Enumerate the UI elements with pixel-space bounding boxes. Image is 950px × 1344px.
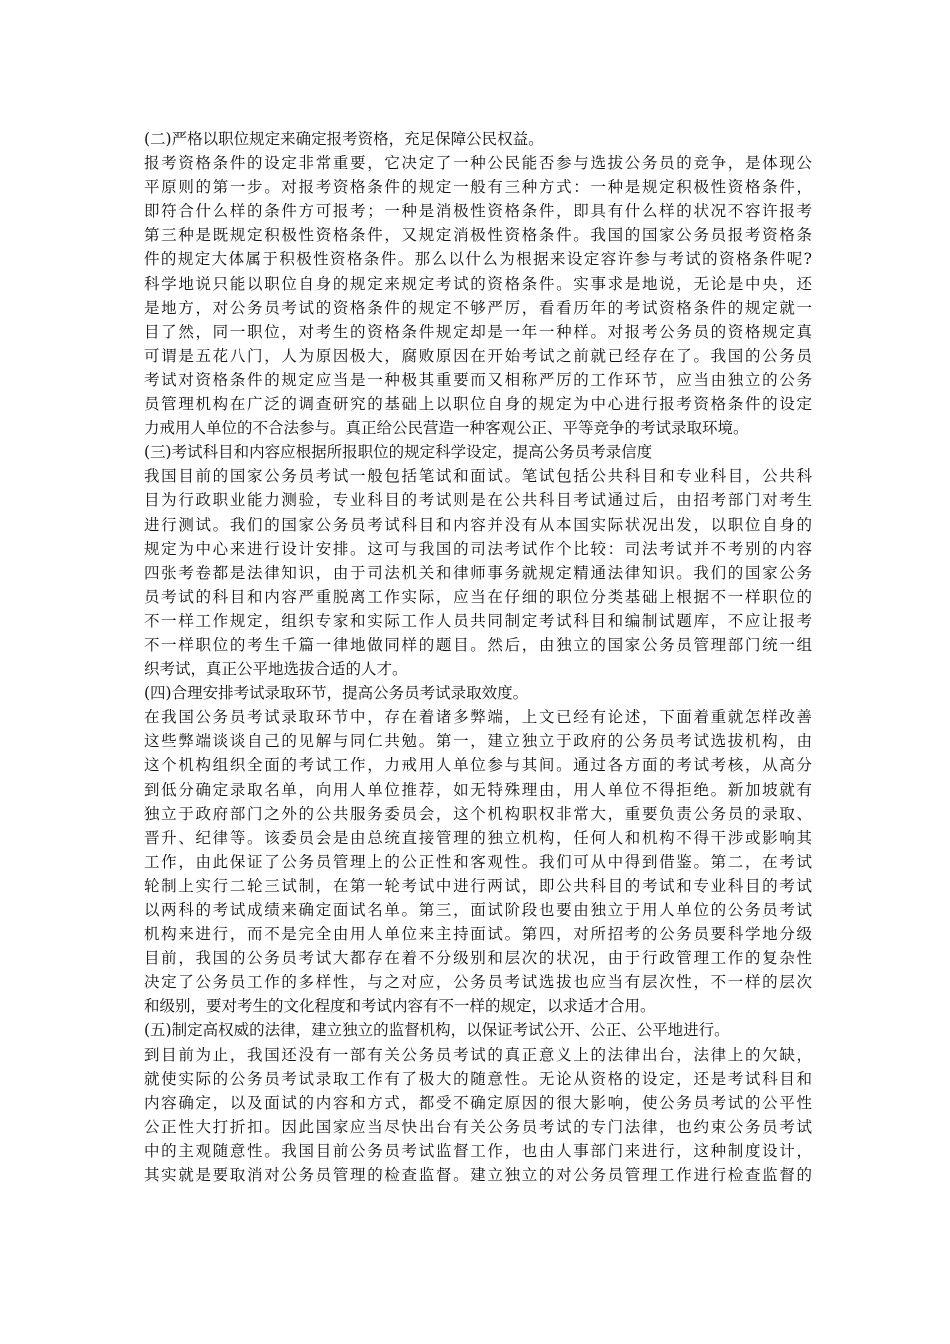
text-line: 机构来进行，而不是完全由用人单位来主持面试。第四，对所招考的公务员要科学地分级 (144, 925, 812, 944)
text-line: 第三种是既规定积极性资格条件，又规定消极性资格条件。我国的国家公务员报考资格条 (144, 226, 812, 245)
text-line: 决定了公务员工作的多样性，与之对应，公务员考试选拔也应当有层次性，不一样的层次 (144, 973, 812, 992)
text-line: 到目前为止，我国还没有一部有关公务员考试的真正意义上的法律出台，法律上的欠缺， (144, 1045, 812, 1064)
text-line: 规定为中心来进行设计安排。这可与我国的司法考试作个比较：司法考试并不考别的内容 (144, 539, 812, 558)
text-line: 不一样职位的考生千篇一律地做同样的题目。然后，由独立的国家公务员管理部门统一组 (144, 635, 812, 654)
text-line: 和级别，要对考生的文化程度和考试内容有不一样的规定，以求适才合用。 (144, 997, 656, 1016)
text-line: 件的规定大体属于积极性资格条件。那么以什么为根据来设定容许参与考试的资格条件呢? (144, 250, 812, 269)
text-line: 其实就是要取消对公务员管理的检查监督。建立独立的对公务员管理工作进行检查监督的 (144, 1166, 812, 1185)
text-line: 中的主观随意性。我国目前公务员考试监督工作，也由人事部门来进行，这种制度设计， (144, 1141, 812, 1160)
text-line: 目为行政职业能力测验，专业科目的考试则是在公共科目考试通过后，由招考部门对考生 (144, 491, 812, 510)
text-line: 四张考卷都是法律知识，由于司法机关和律师事务就规定精通法律知识。我们的国家公务 (144, 563, 812, 582)
text-line: 员管理机构在广泛的调查研究的基础上以职位自身的规定为中心进行报考资格条件的设定 (144, 395, 812, 414)
text-line: 可谓是五花八门，人为原因极大，腐败原因在开始考试之前就已经存在了。我国的公务员 (144, 346, 812, 365)
text-line: 目了然，同一职位，对考生的资格条件规定却是一年一种样。对报考公务员的资格规定真 (144, 322, 812, 341)
text-line: 就使实际的公务员考试录取工作有了极大的随意性。无论从资格的设定，还是考试科目和 (144, 1069, 812, 1088)
text-line: 是地方，对公务员考试的资格条件的规定不够严厉，看看历年的考试资格条件的规定就一 (144, 298, 812, 317)
text-line: 晋升、纪律等。该委员会是由总统直接管理的独立机构，任何人和机构不得干涉或影响其 (144, 828, 812, 847)
section-heading-3: (三)考试科目和内容应根据所报职位的规定科学设定，提高公务员考录信度 (144, 443, 653, 462)
text-line: 到低分确定录取名单，向用人单位推荐，如无特殊理由，用人单位不得拒绝。新加坡就有 (144, 780, 812, 799)
text-line: 科学地说只能以职位自身的规定来规定考试的资格条件。实事求是地说，无论是中央，还 (144, 274, 812, 293)
text-line: 力戒用人单位的不合法参与。真正给公民营造一种客观公正、平等竞争的考试录取环境。 (144, 419, 749, 438)
text-line: 报考资格条件的设定非常重要，它决定了一种公民能否参与选拔公务员的竞争，是体现公 (144, 154, 812, 173)
text-line: 不一样工作规定，组织专家和实际工作人员共同制定考试科目和编制试题库，不应让报考 (144, 611, 812, 630)
section-heading-4: (四)合理安排考试录取环节，提高公务员考试录取效度。 (144, 684, 529, 703)
text-line: 在我国公务员考试录取环节中，存在着诸多弊端，上文已经有论述，下面着重就怎样改善 (144, 708, 812, 727)
text-line: 员考试的科目和内容严重脱离工作实际，应当在仔细的职位分类基础上根据不一样职位的 (144, 587, 812, 606)
text-line: 这些弊端谈谈自己的见解与同仁共勉。第一，建立独立于政府的公务员考试选拔机构，由 (144, 732, 812, 751)
text-line: 即符合什么样的条件方可报考；一种是消极性资格条件，即具有什么样的状况不容许报考 (144, 202, 812, 221)
document-body (144, 127, 812, 1187)
text-line: 织考试，真正公平地选拔合适的人才。 (144, 660, 408, 679)
text-line: 以两科的考试成绩来确定面试名单。第三，面试阶段也要由独立于用人单位的公务员考试 (144, 901, 812, 919)
text-line: 公正性大打折扣。因此国家应当尽快出台有关公务员考试的专门法律，也约束公务员考试 (144, 1117, 812, 1136)
section-heading-5: (五)制定高权威的法律，建立独立的监督机构，以保证考试公开、公正、公平地进行。 (144, 1021, 730, 1040)
text-line: 轮制上实行二轮三试制，在第一轮考试中进行两试，即公共科目的考试和专业科目的考试 (144, 876, 812, 895)
text-line: 这个机构组织全面的考试工作，力戒用人单位参与其间。通过各方面的考试考核，从高分 (144, 756, 812, 775)
text-line: 我国目前的国家公务员考试一般包括笔试和面试。笔试包括公共科目和专业科目，公共科 (144, 467, 812, 486)
text-line: 进行测试。我们的国家公务员考试科目和内容并没有从本国实际状况出发，以职位自身的 (144, 515, 812, 534)
text-line: 考试对资格条件的规定应当是一种极其重要而又相称严厉的工作环节，应当由独立的公务 (144, 370, 812, 389)
text-line: 内容确定，以及面试的内容和方式，都受不确定原因的很大影响，使公务员考试的公平性 (144, 1093, 812, 1112)
text-line: 平原则的第一步。对报考资格条件的规定一般有三种方式：一种是规定积极性资格条件， (144, 178, 812, 197)
text-line: 目前，我国的公务员考试大都存在着不分级别和层次的状况，由于行政管理工作的复杂性 (144, 949, 812, 968)
text-line: 工作，由此保证了公务员管理上的公正性和客观性。我们可从中得到借鉴。第二，在考试 (144, 852, 812, 871)
text-line: 独立于政府部门之外的公共服务委员会，这个机构职权非常大，重要负责公务员的录取、 (144, 804, 812, 823)
section-heading-2: (二)严格以职位规定来确定报考资格，充足保障公民权益。 (144, 130, 544, 148)
